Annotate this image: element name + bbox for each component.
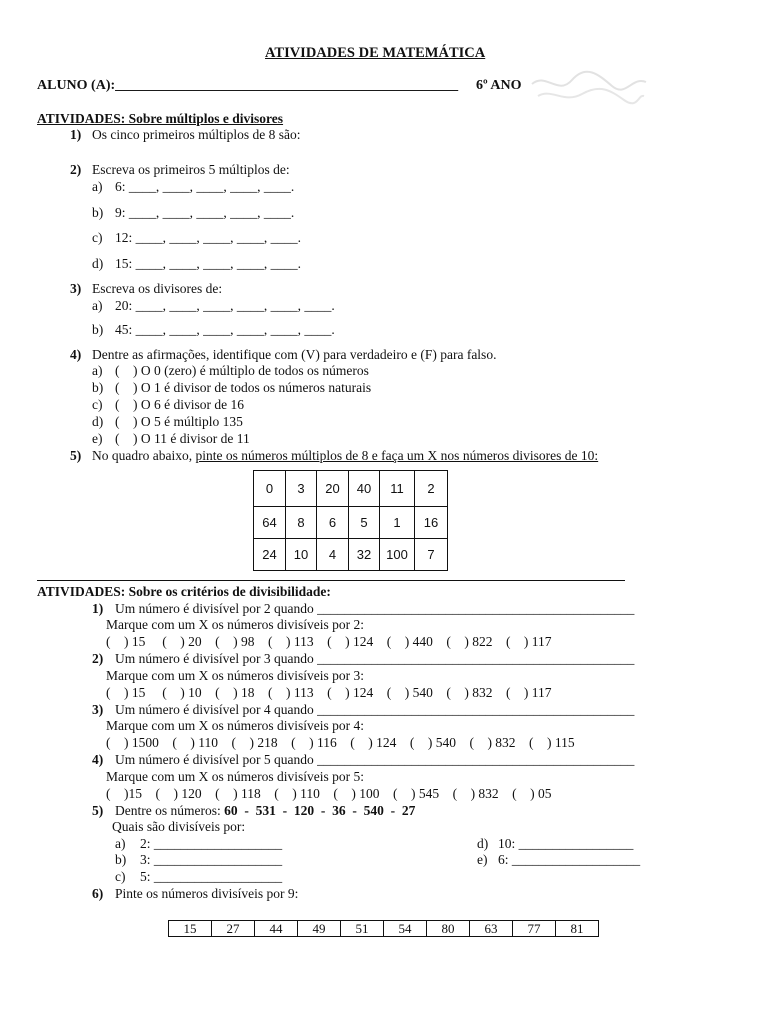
s2-q5-b-text[interactable]: 3: ___________________ xyxy=(140,852,283,867)
s2-q5-a-text[interactable]: 2: ___________________ xyxy=(140,836,283,851)
s2-q3-options[interactable]: ( ) 1500 ( ) 110 ( ) 218 ( ) 116 ( ) 124 ( ) 540 ( ) 832 ( ) 115 xyxy=(106,735,575,750)
number-cell[interactable]: 27 xyxy=(212,921,255,937)
s2-q5-a-letter: a) xyxy=(115,836,126,851)
grid-cell[interactable]: 40 xyxy=(349,471,380,507)
s2-q5-prompt: Dentre os números: xyxy=(115,803,225,818)
s2-q4-options[interactable]: ( )15 ( ) 120 ( ) 118 ( ) 110 ( ) 100 ( ) 545 ( ) 832 ( ) 05 xyxy=(106,786,552,801)
s2-q2-number: 2) xyxy=(92,651,104,666)
s1-q4-b-text[interactable]: ( ) O 1 é divisor de todos os números naturais xyxy=(115,380,372,395)
s2-q5-d-letter: d) xyxy=(477,836,489,851)
s1-q4-c-text[interactable]: ( ) O 6 é divisor de 16 xyxy=(115,397,244,412)
s1-q2-a-letter: a) xyxy=(92,179,103,194)
grid-cell[interactable]: 7 xyxy=(415,539,448,571)
s1-q5-number: 5) xyxy=(70,448,82,463)
s1-q1-text: Os cinco primeiros múltiplos de 8 são: xyxy=(92,127,301,142)
grid-cell[interactable]: 100 xyxy=(380,539,415,571)
number-cell[interactable]: 81 xyxy=(556,921,599,937)
s1-q2-c-text[interactable]: 12: ____, ____, ____, ____, ____. xyxy=(115,230,302,245)
s1-q4-number: 4) xyxy=(70,347,82,362)
s2-q3-number: 3) xyxy=(92,702,104,717)
grid-cell[interactable]: 11 xyxy=(380,471,415,507)
s2-q5-numbers: 60 - 531 - 120 - 36 - 540 - 27 xyxy=(224,803,416,818)
grid-cell[interactable]: 1 xyxy=(380,507,415,539)
s2-q5-sub: Quais são divisíveis por: xyxy=(112,819,246,834)
grid-cell[interactable]: 32 xyxy=(349,539,380,571)
multiples-divisors-grid xyxy=(253,470,448,571)
grid-cell[interactable]: 8 xyxy=(286,507,317,539)
s2-q5-number: 5) xyxy=(92,803,104,818)
s2-q5-b-letter: b) xyxy=(115,852,127,867)
page-title: ATIVIDADES DE MATEMÁTICA xyxy=(265,45,486,61)
grid-cell[interactable]: 4 xyxy=(317,539,349,571)
s1-q3-number: 3) xyxy=(70,281,82,296)
section-divider xyxy=(37,580,625,581)
number-cell[interactable]: 80 xyxy=(427,921,470,937)
grid-cell[interactable]: 2 xyxy=(415,471,448,507)
s2-q2-sub: Marque com um X os números divisíveis por 3: xyxy=(106,668,364,683)
s1-q2-a-text[interactable]: 6: ____, ____, ____, ____, ____. xyxy=(115,179,295,194)
s1-q2-d-text[interactable]: 15: ____, ____, ____, ____, ____. xyxy=(115,256,302,271)
s1-q2-text: Escreva os primeiros 5 múltiplos de: xyxy=(92,162,290,177)
s2-q5-d-text[interactable]: 10: _________________ xyxy=(498,836,634,851)
s1-q3-text: Escreva os divisores de: xyxy=(92,281,223,296)
number-cell[interactable]: 51 xyxy=(341,921,384,937)
s2-q5-text xyxy=(115,803,415,819)
s2-q3-sub: Marque com um X os números divisíveis por 4: xyxy=(106,718,364,733)
s2-q6-number: 6) xyxy=(92,886,104,901)
grid-cell[interactable]: 10 xyxy=(286,539,317,571)
s1-q2-d-letter: d) xyxy=(92,256,104,271)
s1-q5-text-plain: No quadro abaixo, xyxy=(92,448,196,463)
s1-q3-b-letter: b) xyxy=(92,322,104,337)
grid-cell[interactable]: 16 xyxy=(415,507,448,539)
s2-q4-sub: Marque com um X os números divisíveis por 5: xyxy=(106,769,364,784)
s2-q1-number: 1) xyxy=(92,601,104,616)
s2-q1-text[interactable]: Um número é divisível por 2 quando _______________________________________________ xyxy=(115,601,635,616)
grid-cell[interactable]: 24 xyxy=(254,539,286,571)
s1-q5-text-underlined: pinte os números múltiplos de 8 e faça um X nos números divisores de 10: xyxy=(195,448,599,463)
s1-q2-number: 2) xyxy=(70,162,82,177)
s1-q4-e-letter: e) xyxy=(92,431,103,446)
section1-title: ATIVIDADES: Sobre múltiplos e divisores xyxy=(37,111,284,126)
s1-q5-text xyxy=(92,448,598,464)
s1-q2-b-text[interactable]: 9: ____, ____, ____, ____, ____. xyxy=(115,205,295,220)
s1-q3-a-text[interactable]: 20: ____, ____, ____, ____, ____, ____. xyxy=(115,298,335,313)
s1-q4-d-letter: d) xyxy=(92,414,104,429)
grid-cell[interactable]: 0 xyxy=(254,471,286,507)
number-cell[interactable]: 63 xyxy=(470,921,513,937)
grid-cell[interactable]: 5 xyxy=(349,507,380,539)
s2-q2-text[interactable]: Um número é divisível por 3 quando _______________________________________________ xyxy=(115,651,635,666)
s1-q2-c-letter: c) xyxy=(92,230,103,245)
s1-q4-e-text[interactable]: ( ) O 11 é divisor de 11 xyxy=(115,431,250,446)
s2-q6-text: Pinte os números divisíveis por 9: xyxy=(115,886,299,901)
s1-q4-a-letter: a) xyxy=(92,363,103,378)
s1-q2-b-letter: b) xyxy=(92,205,104,220)
divisible-by-nine-row xyxy=(168,920,599,937)
student-name-line: ALUNO (A):_________________________________________________ xyxy=(37,78,459,93)
s1-q1-number: 1) xyxy=(70,127,82,142)
s1-q3-b-text[interactable]: 45: ____, ____, ____, ____, ____, ____. xyxy=(115,322,335,337)
number-cell[interactable]: 54 xyxy=(384,921,427,937)
number-cell[interactable]: 15 xyxy=(169,921,212,937)
s2-q2-options[interactable]: ( ) 15 ( ) 10 ( ) 18 ( ) 113 ( ) 124 ( ) 540 ( ) 832 ( ) 117 xyxy=(106,685,552,700)
s2-q5-e-text[interactable]: 6: ___________________ xyxy=(498,852,641,867)
s2-q3-text[interactable]: Um número é divisível por 4 quando _______________________________________________ xyxy=(115,702,635,717)
s1-q4-a-text[interactable]: ( ) O 0 (zero) é múltiplo de todos os números xyxy=(115,363,369,378)
grid-cell[interactable]: 64 xyxy=(254,507,286,539)
s1-q4-text: Dentre as afirmações, identifique com (V) para verdadeiro e (F) para falso. xyxy=(92,347,497,362)
s2-q5-c-text[interactable]: 5: ___________________ xyxy=(140,869,283,884)
grade-label: 6º ANO xyxy=(476,78,522,93)
number-cell[interactable]: 44 xyxy=(255,921,298,937)
grid-cell[interactable]: 6 xyxy=(317,507,349,539)
s2-q5-e-letter: e) xyxy=(477,852,488,867)
s1-q4-c-letter: c) xyxy=(92,397,103,412)
s2-q1-options[interactable]: ( ) 15 ( ) 20 ( ) 98 ( ) 113 ( ) 124 ( ) 440 ( ) 822 ( ) 117 xyxy=(106,634,552,649)
section2-title: ATIVIDADES: Sobre os critérios de divisibilidade: xyxy=(37,584,331,599)
s1-q4-d-text[interactable]: ( ) O 5 é múltiplo 135 xyxy=(115,414,243,429)
s1-q4-b-letter: b) xyxy=(92,380,104,395)
s2-q4-text[interactable]: Um número é divisível por 5 quando _______________________________________________ xyxy=(115,752,635,767)
s2-q5-c-letter: c) xyxy=(115,869,126,884)
number-cell[interactable]: 49 xyxy=(298,921,341,937)
s1-q3-a-letter: a) xyxy=(92,298,103,313)
s2-q4-number: 4) xyxy=(92,752,104,767)
grid-cell[interactable]: 3 xyxy=(286,471,317,507)
s2-q1-sub: Marque com um X os números divisíveis por 2: xyxy=(106,617,364,632)
grid-cell[interactable]: 20 xyxy=(317,471,349,507)
number-cell[interactable]: 77 xyxy=(513,921,556,937)
handwriting-scribble xyxy=(528,66,652,108)
